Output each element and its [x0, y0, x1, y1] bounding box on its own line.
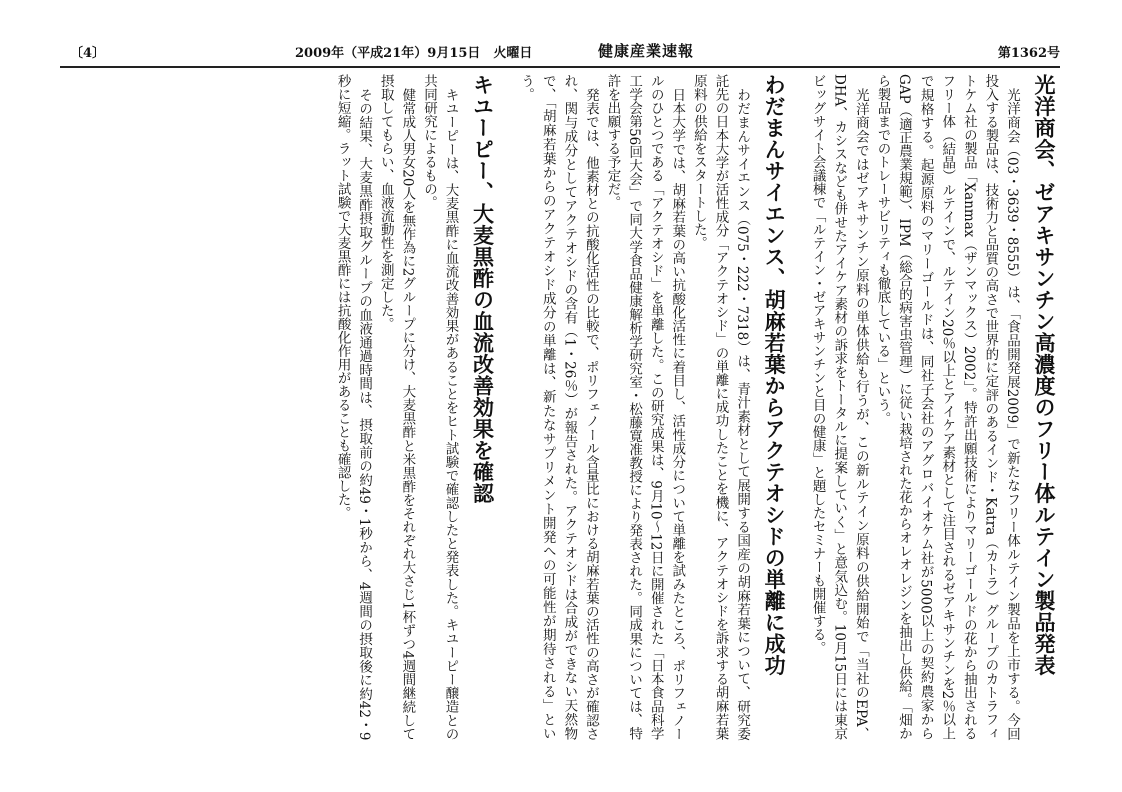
- page-header: [60, 40, 1060, 66]
- article-wadaman: [515, 74, 789, 740]
- article-headline: 光洋商会、ゼアキサンチン高濃度のフリー体ルテイン製品発表: [1032, 74, 1056, 676]
- header-rule: [60, 66, 1060, 68]
- issue-number: 第1362号: [997, 46, 1060, 61]
- article-paragraph: 健常成人男女20人を無作為に2グループに分け、大麦黒酢と米黒酢をそれぞれ大さじ1杯ずつ4週間継続して摂取してもらい、血液流動性を測定した。: [377, 74, 416, 740]
- newspaper-title: 健康産業速報: [598, 42, 695, 60]
- article-paragraph: 光洋商会ではゼアキサンチン原料の単体供給も行うが、この新ルテイン原料の供給開始で「当社のEPA、DHA、カシスなども併せたアイケア素材の訴求をトータルに提案していく」と意気込む。10月15日には東京ビッグサイト会議棟で「ルテイン・ゼアキサンチンと目の健康」と題したセミナーも開催する。: [809, 74, 869, 740]
- article-kewpie: [331, 74, 497, 740]
- issue-date: 2009年（平成21年）9月15日 火曜日: [295, 46, 533, 61]
- article-paragraph: わだまんサイエンス（075・222・7318）は、青汁素材として展開する国産の胡麻若葉について、研究委託先の日本大学が活性成分「アクテオシド」の単離に成功したことを機に、アクテオシドを訴求する胡麻若葉原料の供給をスタートした。: [690, 74, 751, 740]
- article-paragraph: 発表では、他素材との抗酸化活性の比較で、ポリフェノール含量比における胡麻若葉の活性の高さが確認され、関与成分としてアクテオシドの含有（1・26％）が報告された。アクテオシドは合成ができない天然物で、「胡麻若葉からのアクテオシド成分の単離は、新たなサプリメント開発への可能性が期待される」という。: [518, 74, 599, 740]
- article-headline: キユーピー、大麦黒酢の血流改善効果を確認: [470, 74, 495, 504]
- article-columns: [62, 74, 1058, 764]
- article-paragraph: 日本大学では、胡麻若葉の高い抗酸化活性に着目し、活性成分について単離を試みたところ、ポリフェノールのひとつである「アクテオシド」を単離した。この研究成果は、9月10〜12日に開催された「日本食品科学工学会第56回大会」で同大学食品健康解析学研究室・松藤寛准教授により発表された。同成果については、特許を出願する予定だ。: [604, 74, 686, 740]
- article-paragraph: 光洋商会（03・3639・8555）は、「食品開発展2009」で新たなフリー体ルテイン製品を上市する。今回投入する製品は、技術力と品質の高さで世界的に定評のあるインド・Katra（カトラ）グループのカトラフィトケム社の製品「Xanmax（ザンマックス）2002」。特許出願技術によりマリーゴールドの花から抽出されるフリー体（結晶）ルテインで、ルテイン20％以上とアイケア素材として注目されるゼアキサンチンを2％以上で規格する。起源原料のマリーゴールドは、同社子会社のアグロバイオケム社が5000以上の契約農家からGAP（適正農業規範）、IPM（総合的病害虫管理）に従い栽培された花からオレオレジンを抽出し供給。「畑から製品までのトレーサビリティも徹底している」という。: [874, 74, 1020, 740]
- article-koyo: [806, 74, 1058, 740]
- article-paragraph: その結果、大麦黒酢摂取グループの血液通過時間は、摂取前の約49・1秒から、4週間の摂取後に約42・9秒に短縮。ラット試験で大麦黒酢には抗酸化作用があることも確認した。: [334, 74, 373, 740]
- page-number: 〔4〕: [70, 46, 106, 61]
- article-paragraph: キユーピーは、大麦黒酢に血流改善効果があることをヒト試験で確認したと発表した。キユーピー醸造との共同研究によるもの。: [420, 74, 459, 740]
- article-headline: わだまんサイエンス、胡麻若葉からアクテオシドの単離に成功: [762, 74, 787, 676]
